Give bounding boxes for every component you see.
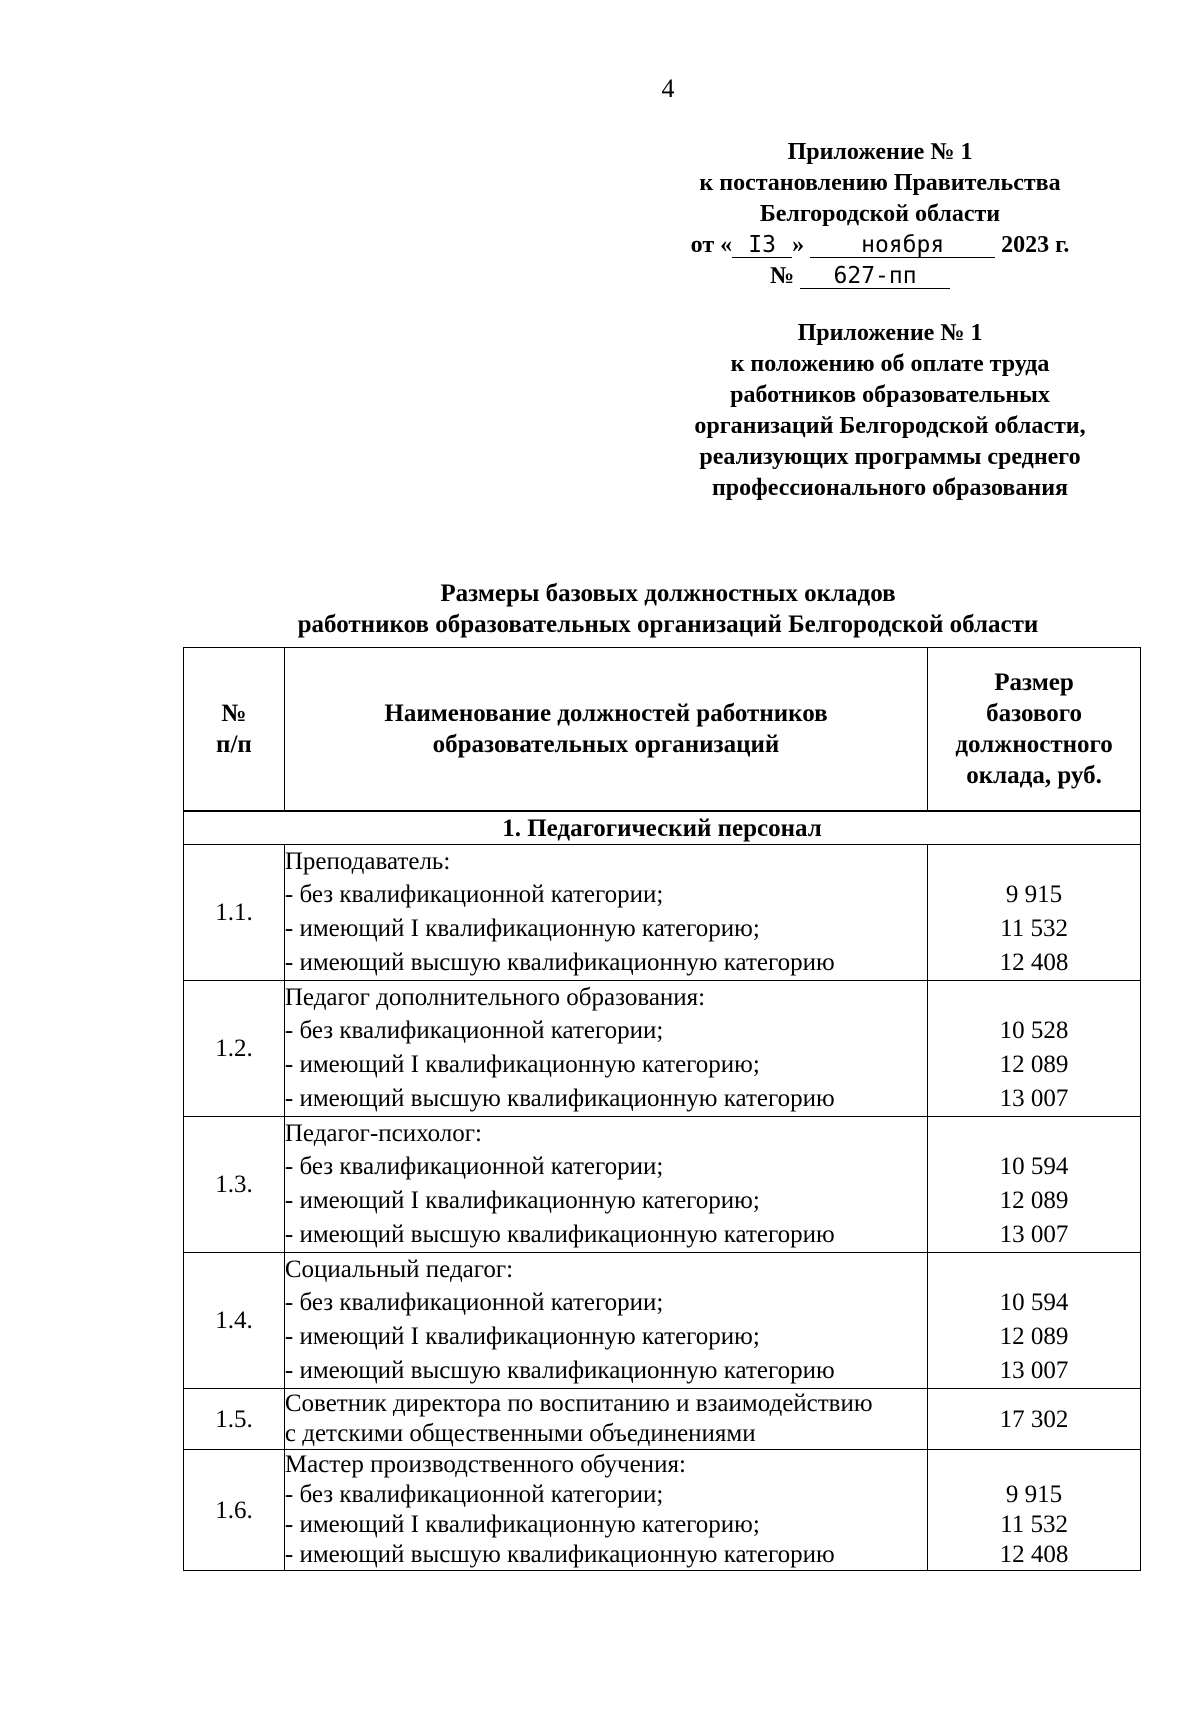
position-line: - имеющий высшую квалификационную категорию (284, 1221, 835, 1248)
row-salary (928, 845, 1141, 981)
position-line: - имеющий I квалификационную категорию; (284, 1323, 760, 1350)
table-row (184, 1253, 1141, 1389)
salary-value: 10 594 (999, 1153, 1069, 1180)
regulation-line-2: к положению об оплате труда (730, 351, 1050, 377)
salary-value: 13 007 (999, 1085, 1069, 1112)
approval-line-1: Приложение № 1 (787, 139, 973, 165)
date-month: ноября (810, 233, 995, 258)
table-row (184, 1450, 1141, 1571)
regulation-header (660, 318, 1120, 504)
position-title: Преподаватель: (284, 848, 451, 875)
position-title: Социальный педагог: (284, 1256, 514, 1283)
position-line: - имеющий I квалификационную категорию; (284, 1051, 760, 1078)
table-title-line-1: Размеры базовых должностных окладов (440, 580, 896, 607)
position-line: - имеющий высшую квалификационную категорию (284, 1085, 835, 1112)
row-number: 1.2. (184, 981, 285, 1117)
position-line: - без квалификационной категории; (284, 1153, 664, 1180)
row-position (284, 1450, 927, 1571)
position-line: - без квалификационной категории; (284, 1481, 664, 1508)
salary-value: 13 007 (999, 1357, 1069, 1384)
row-number: 1.5. (184, 1389, 285, 1450)
header-name: Наименование должностей работников образовательных организаций (284, 648, 927, 812)
position-line: - имеющий I квалификационную категорию; (284, 915, 760, 942)
regulation-line-3: работников образовательных (730, 382, 1050, 408)
salary-value: 10 528 (999, 1017, 1069, 1044)
position-line: - имеющий высшую квалификационную категорию (284, 949, 835, 976)
row-salary (928, 1117, 1141, 1253)
approval-number-line (600, 261, 1120, 292)
position-line: - без квалификационной категории; (284, 1289, 664, 1316)
row-position (284, 981, 927, 1117)
date-prefix: от « (690, 232, 733, 258)
salary-value: 12 089 (999, 1051, 1069, 1078)
row-number: 1.3. (184, 1117, 285, 1253)
table-row (184, 1389, 1141, 1450)
position-title: Педагог-психолог: (284, 1120, 482, 1147)
date-year: 2023 г. (1001, 232, 1070, 258)
salary-value: 12 089 (999, 1187, 1069, 1214)
salary-value: 9 915 (1005, 881, 1063, 908)
row-number: 1.6. (184, 1450, 285, 1571)
date-mid: » (792, 232, 805, 258)
salary-value: 17 302 (928, 1389, 1141, 1450)
section-title: 1. Педагогический персонал (184, 811, 1141, 845)
date-day: I3 (732, 233, 792, 258)
regulation-line-1: Приложение № 1 (797, 320, 983, 346)
position-line: - без квалификационной категории; (284, 881, 664, 908)
table-title (0, 578, 1200, 640)
position-line: - имеющий высшую квалификационную категорию (284, 1357, 835, 1384)
approval-date-line (640, 230, 1120, 261)
salary-value: 11 532 (1000, 915, 1068, 942)
number-value: 627-пп (800, 264, 950, 289)
header-size: Размер базового должностного оклада, руб. (928, 648, 1141, 812)
page-number: 4 (661, 74, 675, 103)
regulation-line-4: организаций Белгородской области, (694, 413, 1086, 439)
table-row (184, 981, 1141, 1117)
row-number: 1.4. (184, 1253, 285, 1389)
row-number: 1.1. (184, 845, 285, 981)
table-row (184, 845, 1141, 981)
number-prefix: № (769, 263, 795, 289)
position-line: - имеющий высшую квалификационную категорию (284, 1541, 835, 1568)
row-position (284, 1117, 927, 1253)
salary-value: 12 408 (999, 1541, 1069, 1568)
salary-value: 13 007 (999, 1221, 1069, 1248)
table-row (184, 1117, 1141, 1253)
position-title: Мастер производственного обучения: (284, 1451, 686, 1478)
position-line: - имеющий I квалификационную категорию; (284, 1511, 760, 1538)
position-line: - имеющий I квалификационную категорию; (284, 1187, 760, 1214)
salary-value: 12 408 (999, 949, 1069, 976)
header-num: № п/п (184, 648, 285, 812)
position-line: - без квалификационной категории; (284, 1017, 664, 1044)
salary-value: 11 532 (1000, 1511, 1068, 1538)
regulation-line-6: профессионального образования (711, 475, 1069, 501)
regulation-line-5: реализующих программы среднего (699, 444, 1081, 470)
row-salary (928, 1450, 1141, 1571)
section-row (184, 811, 1141, 845)
salary-table (183, 647, 1141, 1571)
table-header-row (184, 648, 1141, 812)
approval-header (640, 137, 1120, 292)
salary-value: 12 089 (999, 1323, 1069, 1350)
approval-line-3: Белгородской области (759, 201, 1001, 227)
salary-value: 9 915 (1005, 1481, 1063, 1508)
row-salary (928, 1253, 1141, 1389)
position-title: Педагог дополнительного образования: (284, 984, 706, 1011)
position-title-line-1: Советник директора по воспитанию и взаимодействию (284, 1390, 873, 1417)
table-title-line-2: работников образовательных организаций Белгородской области (297, 611, 1039, 638)
salary-value: 10 594 (999, 1289, 1069, 1316)
row-position (284, 1253, 927, 1389)
approval-line-2: к постановлению Правительства (699, 170, 1061, 196)
row-position (284, 1389, 927, 1450)
row-salary (928, 981, 1141, 1117)
position-title-line-2: с детскими общественными объединениями (284, 1420, 756, 1447)
row-position (284, 845, 927, 981)
